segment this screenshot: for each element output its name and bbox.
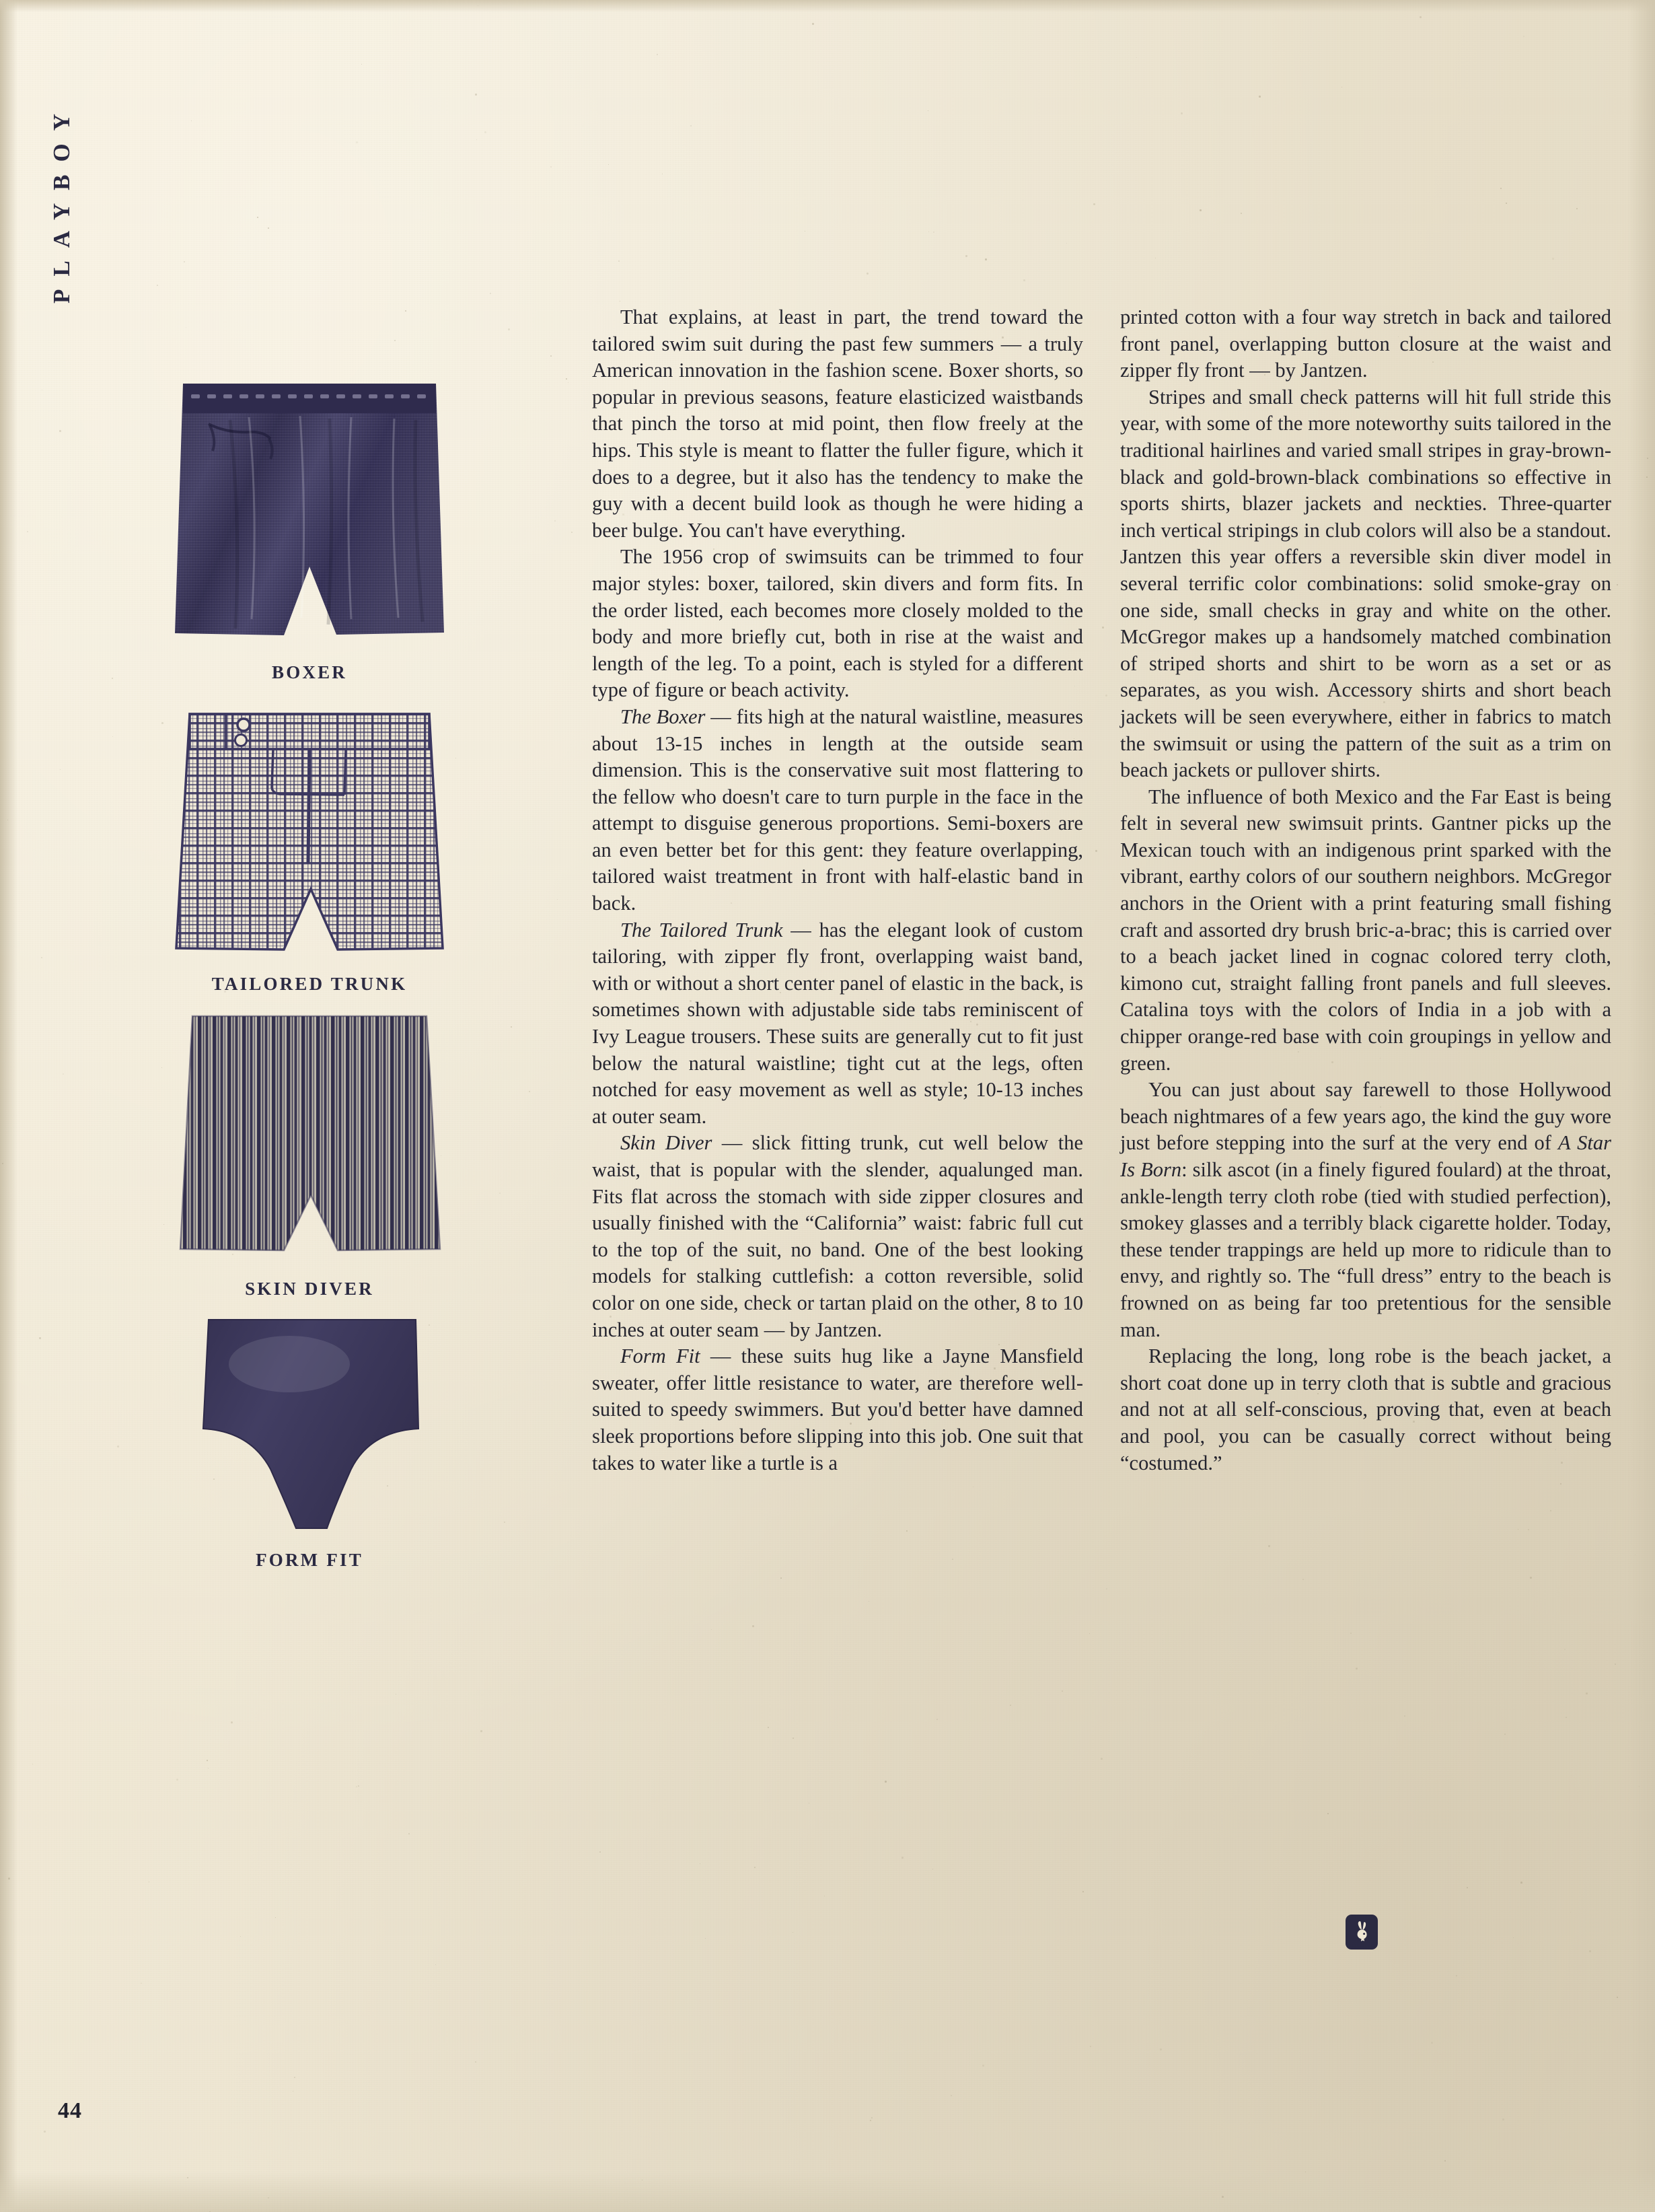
paragraph-film-reference xyxy=(1120,1077,1611,1343)
page-number: 44 xyxy=(58,2098,82,2123)
page-edge-shadow-bottom xyxy=(0,2172,1655,2212)
style-entry-tailored-trunk xyxy=(592,917,1083,1131)
figure-caption: SKIN DIVER xyxy=(245,1279,374,1299)
style-dash: — xyxy=(782,918,819,941)
page-edge-shadow-left xyxy=(0,0,17,2212)
form-fit-brief-illustration xyxy=(121,1304,498,1532)
style-term: Form Fit xyxy=(620,1345,700,1368)
figure-caption: FORM FIT xyxy=(256,1550,363,1570)
paragraph: Stripes and small check patterns will hit full stride this year, with some of the more noteworthy suits tailored in the traditional hairlines and varied small stripes in gray-brown-black and gold-brown-black combinations so effective in sports shirts, blazer jackets and neckties. Three-quarter inch vertical stripings in club colors will also be a standout. Jantzen this year offers a reversible skin diver model in several terrific color combinations: solid smoke-gray on one side, small checks in gray and white on the other. McGregor makes up a handsomely matched combination of striped shorts and shirt to be worn as a set or as separates, as you wish. Accessory shirts and short beach jackets will be seen everywhere, either in fabrics to match the swimsuit or using the pattern of the suit as a trim on beach jackets or pullover shirts. xyxy=(1120,385,1611,782)
paragraph: That explains, at least in part, the trend toward the tailored swim suit during the past few summers — a truly American innovation in the fashion scene. Boxer shorts, so popular in previous seasons, feature elasticized waistbands that pinch the torso at mid point, then flow freely at the hips. This style is meant to flatter the fuller figure, which it does to a degree, but it also has the tendency to make the guy with a decent build look as though he were hiding a beer bulge. You can't have everything. xyxy=(592,306,1083,542)
style-text: slick fitting trunk, cut well below the waist, that is popular with the slender, aqualunged man. Fits flat across the stomach with side zipper closures and usually finished with the “California” waist: fabric full cut to the top of the suit, no band. One of the best looking models for stalking cuttlefish: a cotton reversible, solid color on one side, check or tartan plaid on the other, 8 to 10 inches at outer seam — by Jantzen. xyxy=(592,1131,1083,1341)
figure-caption: BOXER xyxy=(271,662,348,682)
tailored-trunk-illustration xyxy=(121,687,498,956)
skin-diver-trunk-illustration xyxy=(121,999,498,1261)
article-column-one xyxy=(592,304,1083,1476)
style-text: has the elegant look of custom tailoring, with zipper fly front, overlapping waist band, with or without a short center panel of elastic in the back, is sometimes shown with adjustable side tabs reminiscent of Ivy League trousers. These suits are generally cut to fit just below the natural waistline; tight cut at the legs, often notched for easy movement as well as style; 10-13 inches at outer seam. xyxy=(592,918,1083,1128)
magazine-masthead xyxy=(35,67,89,350)
style-dash: — xyxy=(705,705,737,728)
style-term: Skin Diver xyxy=(620,1131,712,1155)
magazine-title: PLAYBOY xyxy=(48,101,75,304)
style-term: The Boxer xyxy=(620,705,706,728)
paragraph-continued: printed cotton with a four way stretch in back and tailored front panel, overlapping button closure at the waist and zipper fly front — by Jantzen. xyxy=(1120,306,1611,382)
style-text: these suits hug like a Jayne Mansfield sweater, offer little resistance to water, are therefore well-suited to speedy swimmers. But you'd better have damned sleek proportions before slipping into this job. One suit that takes to water like a turtle is a xyxy=(592,1345,1083,1474)
film-title: A Star Is Born xyxy=(1120,1131,1611,1181)
figure-tailored-trunk xyxy=(121,687,498,995)
paragraph: The 1956 crop of swimsuits can be trimmed to four major styles: boxer, tailored, skin divers and form fits. In the order listed, each becomes more closely molded to the body and more briefly cut, both in rise at the waist and length of the leg. To a point, each is styled for a different type of figure or beach activity. xyxy=(592,545,1083,702)
figure-boxer xyxy=(121,350,498,683)
figure-form-fit xyxy=(121,1304,498,1571)
figure-skin-diver xyxy=(121,999,498,1299)
style-dash: — xyxy=(700,1345,741,1368)
style-term: The Tailored Trunk xyxy=(620,918,783,941)
paragraph: Replacing the long, long robe is the beach jacket, a short coat done up in terry cloth that is subtle and gracious and not at all self-conscious, proving that, even at beach and pool, you can be casually correct without being “costumed.” xyxy=(1120,1345,1611,1474)
style-entry-form-fit xyxy=(592,1343,1083,1476)
page-edge-shadow-top xyxy=(0,0,1655,12)
style-entry-boxer xyxy=(592,704,1083,917)
style-dash: — xyxy=(712,1131,752,1155)
page-edge-shadow-right xyxy=(1628,0,1655,2212)
paragraph-text-after: : silk ascot (in a finely figured foulard) at the throat, ankle-length terry cloth robe (tied with studied perfection), smokey glasses and a terribly black cigarette holder. Today, these tender trappings are held up more to ridicule than to envy, and rightly so. The “full dress” entry to the beach is frowned on as being far too pretentious for the sensible man. xyxy=(1120,1158,1611,1341)
article-column-two xyxy=(1120,304,1611,1476)
figure-caption: TAILORED TRUNK xyxy=(211,974,408,994)
boxer-shorts-illustration xyxy=(121,350,498,639)
paragraph: The influence of both Mexico and the Far East is being felt in several new swimsuit prints. Gantner picks up the Mexican touch with an indigenous print sparked with the vibrant, earthy colors of our southern neighbors. McGregor anchors in the Orient with a print featuring small fishing craft and assorted dry brush bric-a-brac; this is carried over to a beach jacket lined in cognac colored terry cloth, kimono cut, straight falling front panels and full sleeves. Catalina toys with the colors of India in a job with a chipper orange-red base with coin groupings in yellow and green. xyxy=(1120,785,1611,1075)
illustration-column xyxy=(121,350,498,1575)
style-text: fits high at the natural waistline, measures about 13-15 inches in length at the outside seam dimension. This is the conservative suit most flattering to the fellow who doesn't care to turn purple in the face in the attempt to disguise generous proportions. Semi-boxers are an even better bet for this gent: they feature overlapping, tailored waist treatment in front with half-elastic band in back. xyxy=(592,705,1084,915)
style-entry-skin-diver xyxy=(592,1130,1083,1343)
paragraph-text-before: You can just about say farewell to those Hollywood beach nightmares of a few years ago, the kind the guy wore just before stepping into the surf at the very end of xyxy=(1120,1078,1611,1155)
rabbit-head-icon xyxy=(1346,1915,1378,1950)
